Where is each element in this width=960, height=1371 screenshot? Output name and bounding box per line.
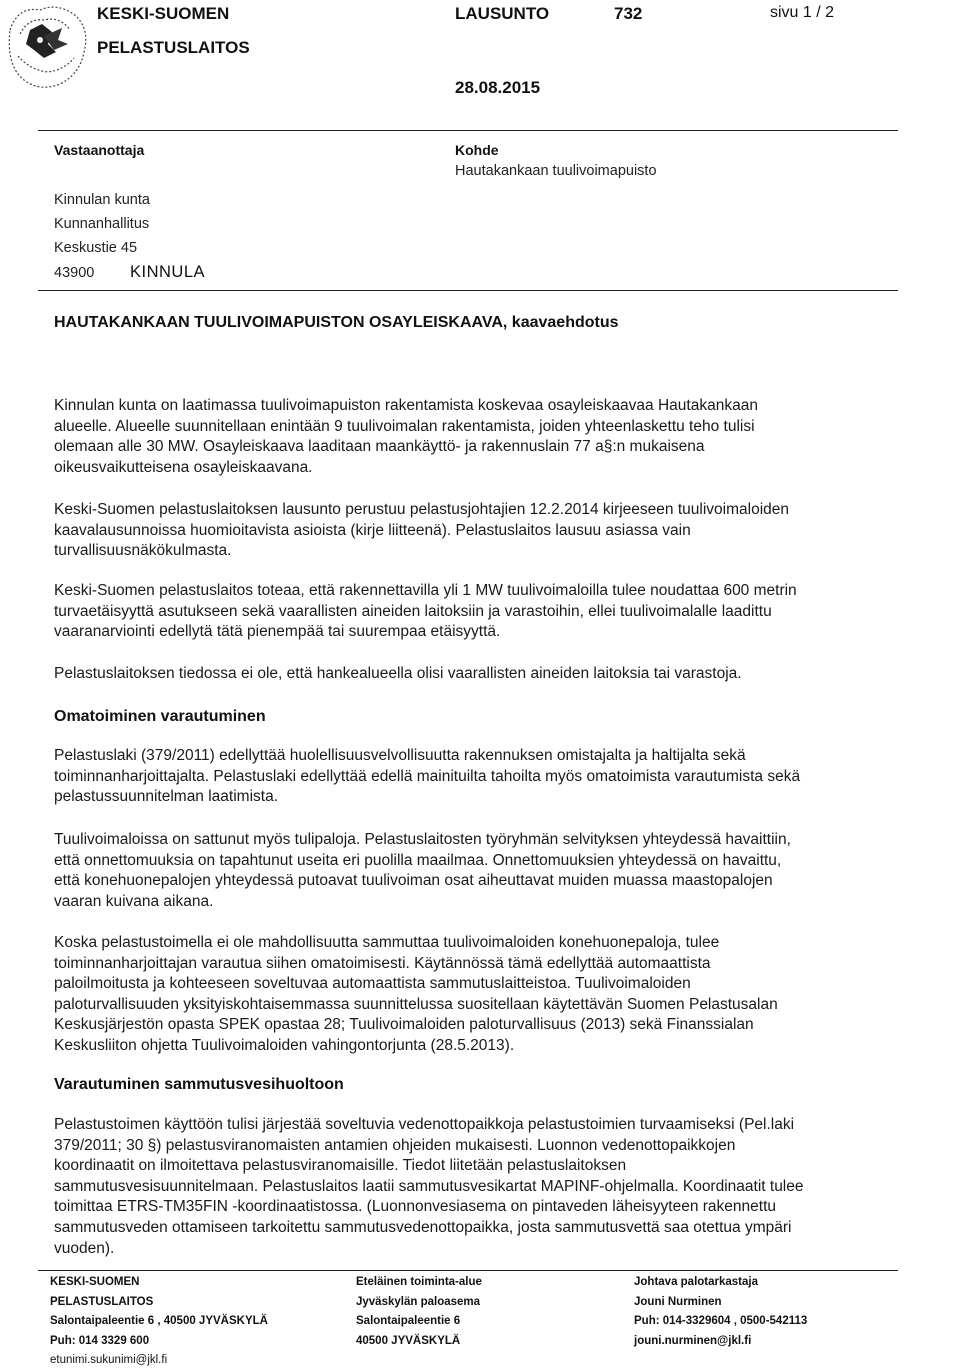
recipient-line: Keskustie 45 [54,240,138,256]
recipient-city: KINNULA [130,263,206,281]
org-name-line1: KESKI-SUOMEN [97,4,230,23]
subject-value: Hautakankaan tuulivoimapuisto [455,163,657,179]
org-name-line2: PELASTUSLAITOS [97,38,250,57]
footer-line: 40500 JYVÄSKYLÄ [356,1334,461,1347]
footer-column-contact [634,1273,807,1351]
footer-line: Jyväskylän paloasema [356,1295,481,1308]
coat-of-arms-logo [0,0,92,92]
recipient-label: Vastaanottaja [54,142,145,158]
divider-footer [38,1270,898,1271]
footer-line: KESKI-SUOMEN [50,1276,140,1288]
recipient-postal-code: 43900 [54,265,95,281]
footer-column-org [50,1273,268,1371]
paragraph-text: Tuulivoimaloissa on sattunut myös tulipaloja. Pelastuslaitosten työryhmän selvityksen yhteydessä havaittiin, että onnettomuuksia on tapahtunut useita eri puolilla maailmaa. Onnettomuuksien yhteydessä on havaittu, että konehuonepalojen yhteydessä putoavat tuulivoiman osat aiheuttavat muiden muassa maastopalojen vaaran kuivana aikana. [54,831,791,910]
paragraph [54,500,806,562]
footer-line: Eteläinen toiminta-alue [356,1276,482,1288]
footer-line: jouni.nurminen@jkl.fi [634,1334,752,1347]
paragraph-text: Koska pelastustoimella ei ole mahdollisuutta sammuttaa tuulivoimaloiden konehuonepaloja, tulee toiminnanharjoittajan varautua siihen omatoimisesti. Käytännössä tämä edellyttää automaattista paloilmoitusta ja kohteeseen soveltuvaa automaattista sammutuslaitteistoa. Tuulivoimaloiden paloturvallisuuden yksityiskohtaisemmassa suunnittelussa suositellaan käytettävän Suomen Pelastusalan Keskusjärjestön opasta SPEK opastaa 28; Tuulivoimaloiden paloturvallisuus (2013) sekä Finanssialan Keskusliiton ohjetta Tuulivoimaloiden vahingontorjunta (28.5.2013). [54,934,778,1054]
paragraph [54,396,806,478]
paragraph [54,664,806,685]
paragraph-text: Keski-Suomen pelastuslaitoksen lausunto perustuu pelastusjohtajien 12.2.2014 kirjeeseen tuulivoimaloiden kaavalausunnoissa huomioitavista asioista (kirje liitteenä). Pelastuslaitos lausuu asiassa vain turvallisuusnäkökulmasta. [54,501,789,560]
footer-line: etunimi.sukunimi@jkl.fi [50,1354,168,1366]
footer-line: Jouni Nurminen [634,1295,722,1308]
footer-line: Johtava palotarkastaja [634,1276,759,1288]
footer-line: Puh: 014 3329 600 [50,1334,150,1347]
paragraph [54,830,806,912]
document-date: 28.08.2015 [455,78,541,97]
paragraph-text: Pelastustoimen käyttöön tulisi järjestää soveltuvia vedenottopaikkoja pelastustoimien turvaamiseksi (Pel.laki 379/2011; 30 §) pelastusviranomaisten antamien ohjeiden mukaisesti. Luonnon vedenottopaikkojen koordinaatit on ilmoitettava pelastusviranomaisille. Tiedot liitetään pelastuslaitoksen sammutusvesisuunnitelmaan. Pelastuslaitos laatii sammutusvesikartat MAPINF-ohjelmalla. Koordinaatit tulee toimittaa ETRS-TM35FIN -koordinaatistossa. (Luonnonvesiasema on pintaveden läheisyyteen rakennettu sammutusveden ottamiseen tarkoitettu sammutusvedenottopaikka, josta sammutusvettä saa otettua ympäri vuoden). [54,1116,804,1257]
footer-line: Salontaipaleentie 6 , 40500 JYVÄSKYLÄ [50,1315,268,1327]
paragraph [54,746,806,808]
footer-line: Puh: 014-3329604 , 0500-542113 [634,1315,808,1327]
recipient-line: Kinnulan kunta [54,192,150,208]
document-type: LAUSUNTO [455,4,550,23]
recipient-line: Kunnanhallitus [54,216,150,232]
document-number: 732 [614,4,643,23]
paragraph-text: Keski-Suomen pelastuslaitos toteaa, että rakennettavilla yli 1 MW tuulivoimaloilla tulee noudattaa 600 metrin turvaetäisyyttä asutukseen sekä vaarallisten aineiden laitoksiin ja varastoihin, ellei tuulivoimalalle laadittu vaaranarviointi edellytä tätä pienempää tai suurempaa etäisyyttä. [54,582,797,641]
statement-title: HAUTAKANKAAN TUULIVOIMAPUISTON OSAYLEISKAAVA, kaavaehdotus [54,314,619,331]
paragraph [54,933,806,1057]
footer-line: PELASTUSLAITOS [50,1295,154,1308]
page-indicator: sivu 1 / 2 [770,4,835,21]
section-heading: Varautuminen sammutusvesihuoltoon [54,1076,344,1093]
divider-top [38,130,898,131]
paragraph-text: Kinnulan kunta on laatimassa tuulivoimapuiston rakentamista koskevaa osayleiskaavaa Hautakankaan alueelle. Alueelle suunnitellaan enintään 9 tuulivoimalan rakentamista, joiden yhteenlaskettu teho tulisi olemaan alle 30 MW. Osayleiskaava laaditaan maankäyttö- ja rakennuslain 77 a§:n mukaisena oikeusvaikutteisena osayleiskaavana. [54,397,758,476]
divider-mid [38,290,898,291]
paragraph-text: Pelastuslaki (379/2011) edellyttää huolellisuusvelvollisuutta rakennuksen omistajalta ja haltijalta sekä toiminnanharjoittajalta. Pelastuslaki edellyttää edellä mainituilta tahoilta myös omatoimista varautumista sekä pelastussuunnitelman laatimista. [54,747,801,806]
footer-column-unit [356,1273,482,1351]
footer-line: Salontaipaleentie 6 [356,1315,461,1327]
section-heading: Omatoiminen varautuminen [54,708,266,725]
subject-label: Kohde [455,142,499,158]
paragraph-text: Pelastuslaitoksen tiedossa ei ole, että hankealueella olisi vaarallisten aineiden laitoksia tai varastoja. [54,665,742,682]
paragraph [54,1115,806,1259]
paragraph [54,581,806,643]
